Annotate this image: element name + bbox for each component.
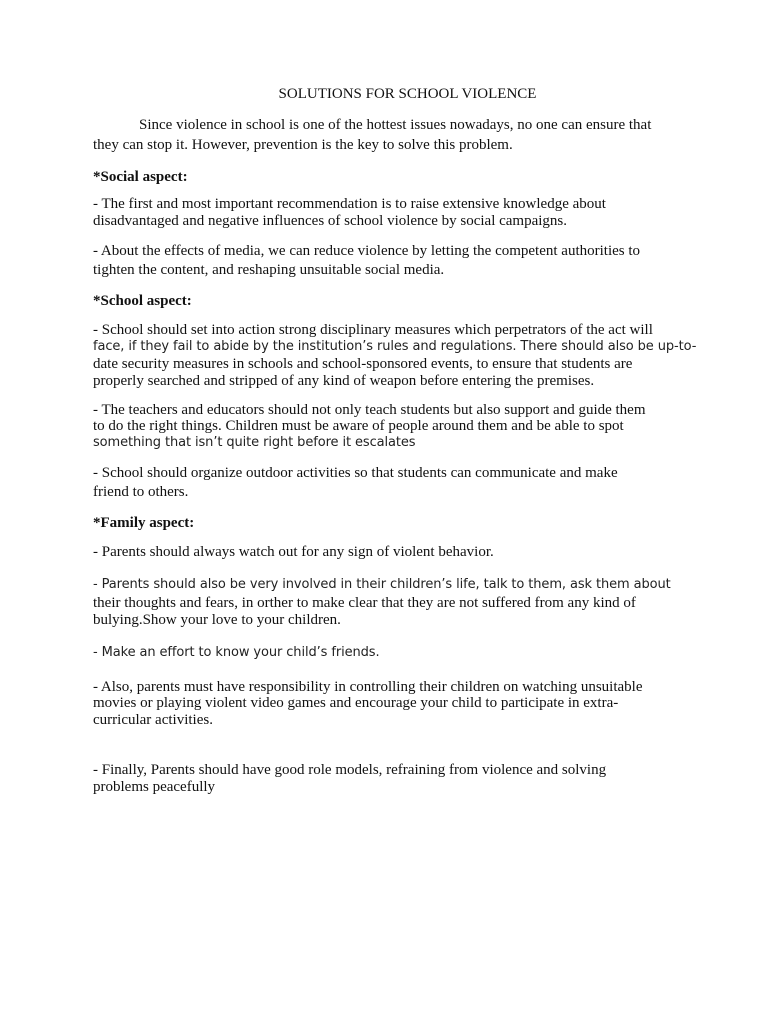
social-paragraph-line: - About the effects of media, we can reduce violence by letting the competent authorities to	[93, 243, 641, 259]
school-paragraph-line: date security measures in schools and school-sponsored events, to ensure that students are	[93, 356, 633, 372]
school-paragraph-line: - School should organize outdoor activities so that students can communicate and make	[93, 465, 618, 481]
family-paragraph-line: problems peacefully	[93, 779, 216, 795]
intro-line: they can stop it. However, prevention is the key to solve this problem.	[93, 137, 513, 153]
family-paragraph-line: - Parents should also be very involved in their children’s life, talk to them, ask them about	[93, 577, 671, 592]
family-aspect-heading: *Family aspect:	[93, 515, 195, 531]
family-paragraph-line: - Parents should always watch out for any sign of violent behavior.	[93, 544, 494, 560]
school-aspect-heading: *School aspect:	[93, 293, 192, 309]
family-paragraph-line: - Make an effort to know your child’s friends.	[93, 645, 380, 660]
school-paragraph-line: friend to others.	[93, 484, 189, 500]
family-paragraph-line: curricular activities.	[93, 712, 213, 728]
school-paragraph-line: face, if they fail to abide by the institution’s rules and regulations. There should also be up-to-	[93, 339, 697, 354]
social-paragraph-line: tighten the content, and reshaping unsuitable social media.	[93, 262, 445, 278]
family-paragraph-line: movies or playing violent video games and encourage your child to participate in extra-	[93, 695, 619, 711]
intro-line: Since violence in school is one of the hottest issues nowadays, no one can ensure that	[139, 117, 652, 133]
family-paragraph-line: their thoughts and fears, in orther to make clear that they are not suffered from any kind of	[93, 595, 636, 611]
school-paragraph-line: - The teachers and educators should not only teach students but also support and guide them	[93, 402, 646, 418]
school-paragraph-line: to do the right things. Children must be aware of people around them and be able to spot	[93, 418, 624, 434]
social-aspect-heading: *Social aspect:	[93, 169, 188, 185]
document-title: SOLUTIONS FOR SCHOOL VIOLENCE	[278, 86, 537, 102]
family-paragraph-line: bulying.Show your love to your children.	[93, 612, 341, 628]
social-paragraph-line: - The first and most important recommendation is to raise extensive knowledge about	[93, 196, 606, 212]
school-paragraph-line: - School should set into action strong disciplinary measures which perpetrators of the act will	[93, 322, 653, 338]
family-paragraph-line: - Finally, Parents should have good role models, refraining from violence and solving	[93, 762, 607, 778]
social-paragraph-line: disadvantaged and negative influences of school violence by social campaigns.	[93, 213, 568, 229]
school-paragraph-line: properly searched and stripped of any kind of weapon before entering the premises.	[93, 373, 595, 389]
school-paragraph-line: something that isn’t quite right before it escalates	[93, 435, 416, 450]
family-paragraph-line: - Also, parents must have responsibility in controlling their children on watching unsuitable	[93, 679, 643, 695]
